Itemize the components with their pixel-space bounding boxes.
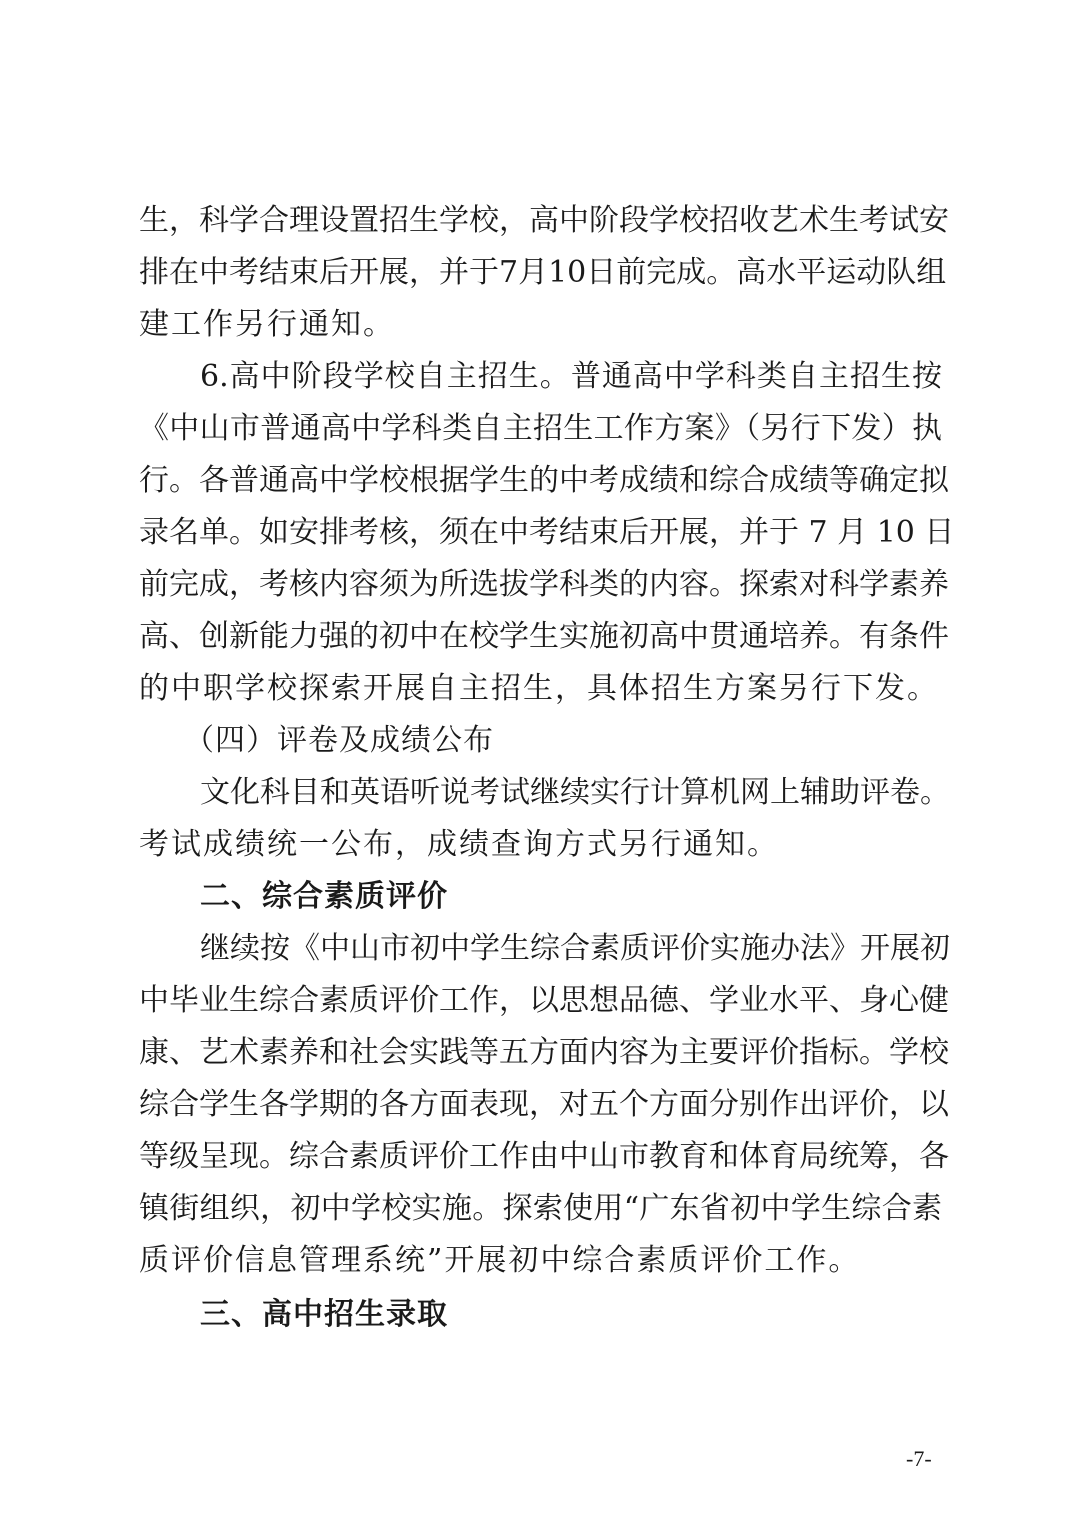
text-line: 排在中考结束后开展，并于7月10日前完成。高水平运动队组: [139, 255, 947, 290]
section-heading: 二、综合素质评价: [200, 879, 448, 914]
text-line: 前完成，考核内容须为所选拔学科类的内容。探索对科学素养: [139, 567, 949, 602]
text-line: 质评价信息管理系统”开展初中综合素质评价工作。: [139, 1243, 861, 1278]
text-line: 6.高中阶段学校自主招生。普通高中学科类自主招生按: [200, 359, 942, 394]
text-line: 综合学生各学期的各方面表现，对五个方面分别作出评价，以: [139, 1087, 949, 1122]
text-line: 镇街组织，初中学校实施。探索使用“广东省初中学生综合素: [139, 1191, 942, 1226]
text-line: 生，科学合理设置招生学校，高中阶段学校招收艺术生考试安: [139, 203, 949, 238]
text-line: 考试成绩统一公布，成绩查询方式另行通知。: [139, 827, 779, 862]
text-line: 继续按《中山市初中学生综合素质评价实施办法》开展初: [200, 931, 950, 966]
text-line: 高、创新能力强的初中在校学生实施初高中贯通培养。有条件: [139, 619, 949, 654]
text-line: 的中职学校探索开展自主招生，具体招生方案另行下发。: [139, 671, 939, 706]
page-number: -7-: [906, 1446, 932, 1471]
section-heading: （四）评卷及成绩公布: [184, 723, 494, 758]
text-line: 建工作另行通知。: [139, 307, 395, 342]
section-heading: 三、高中招生录取: [200, 1297, 448, 1332]
text-line: 中毕业生综合素质评价工作，以思想品德、学业水平、身心健: [139, 983, 949, 1018]
text-line: 康、艺术素养和社会实践等五方面内容为主要评价指标。学校: [139, 1035, 949, 1070]
text-line: 《中山市普通高中学科类自主招生工作方案》（另行下发）执: [139, 411, 942, 446]
text-line: 文化科目和英语听说考试继续实行计算机网上辅助评卷。: [200, 775, 950, 810]
text-line: 录名单。如安排考核，须在中考结束后开展，并于 7 月 10 日: [139, 515, 955, 550]
text-line: 等级呈现。综合素质评价工作由中山市教育和体育局统筹，各: [139, 1139, 949, 1174]
text-line: 行。各普通高中学校根据学生的中考成绩和综合成绩等确定拟: [139, 463, 949, 498]
